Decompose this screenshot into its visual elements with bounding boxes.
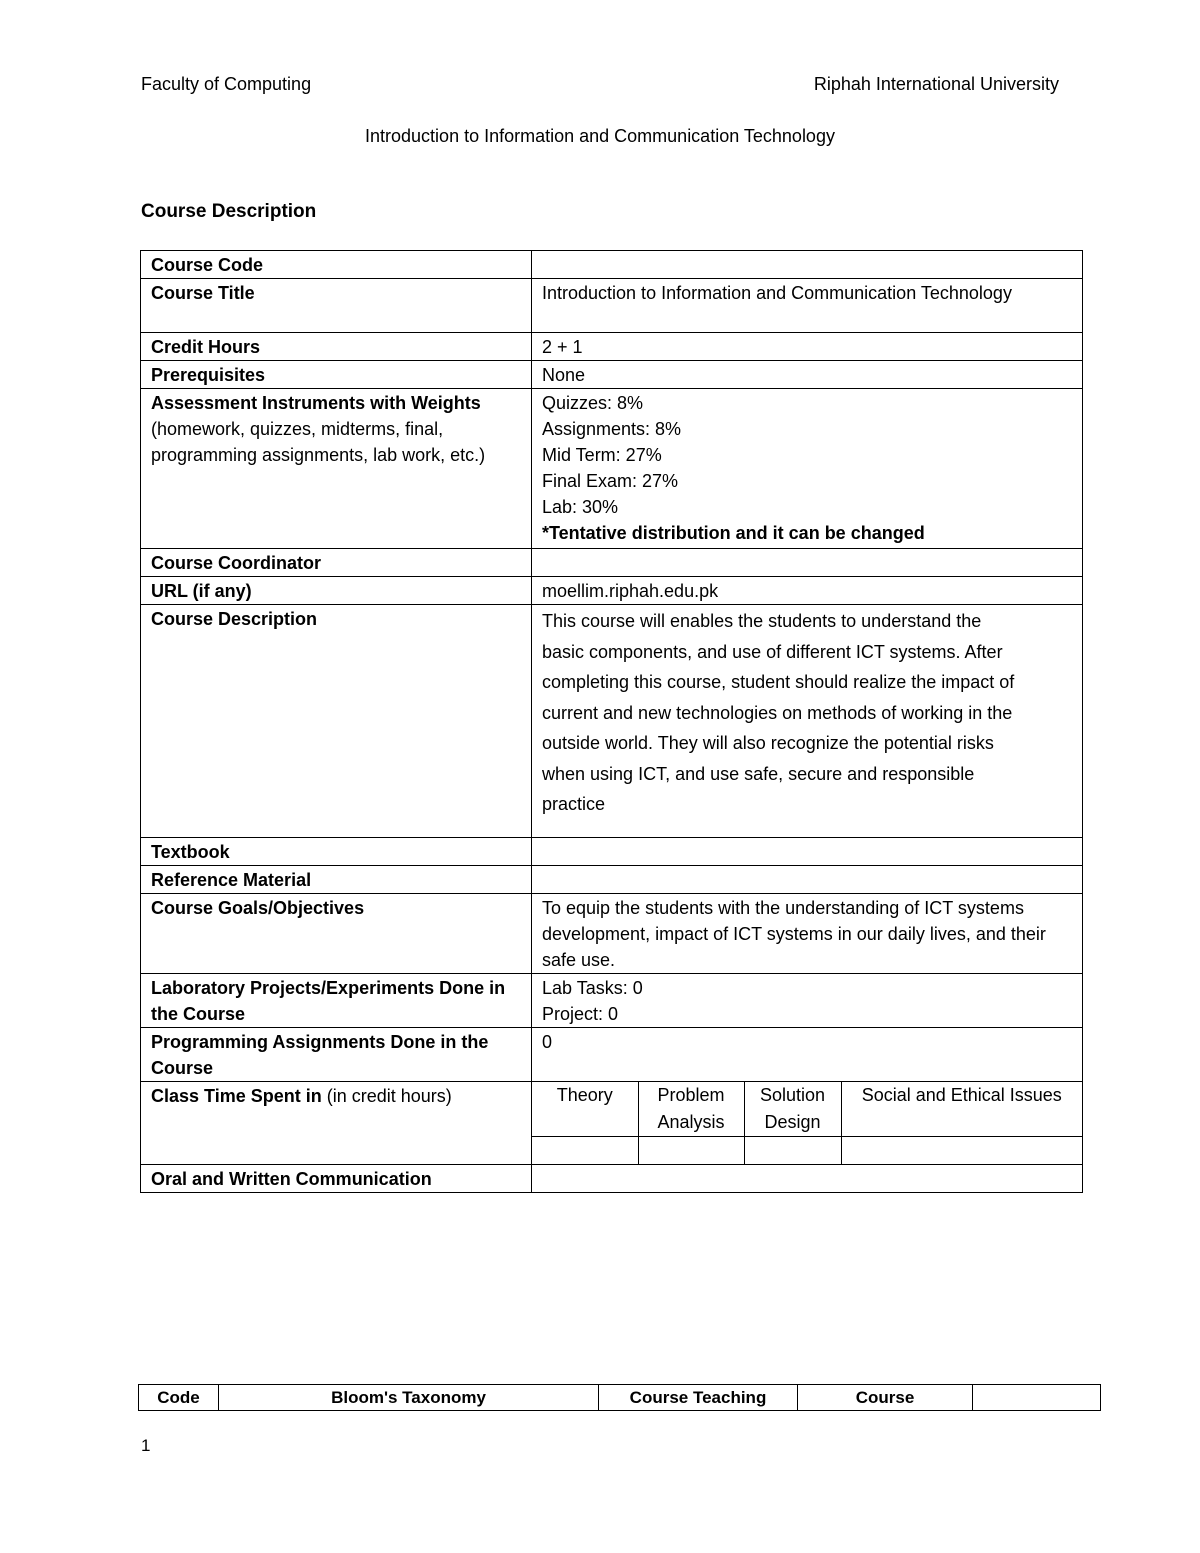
bloom-course-teaching-header: Course Teaching (599, 1385, 798, 1411)
social-ethical-value (841, 1137, 1082, 1164)
prerequisites-label: Prerequisites (141, 361, 532, 389)
social-ethical-header: Social and Ethical Issues (841, 1082, 1082, 1137)
class-time-breakdown (532, 1082, 1082, 1164)
coordinator-label: Course Coordinator (141, 549, 532, 577)
description-line: This course will enables the students to understand the (542, 611, 982, 631)
prerequisites-value: None (532, 361, 1083, 389)
class-time-label: Class Time Spent in (151, 1086, 322, 1106)
class-time-label-suffix: (in credit hours) (326, 1086, 452, 1106)
oral-written-label: Oral and Written Communication (141, 1164, 532, 1192)
description-line: completing this course, student should realize the impact of (542, 672, 1015, 692)
assessment-label-cell (141, 389, 532, 549)
row-course-title (141, 279, 1083, 333)
document-title: Introduction to Information and Communication Technology (365, 126, 835, 146)
row-course-code (141, 251, 1083, 279)
row-programming (141, 1028, 1083, 1082)
assessment-label: Assessment Instruments with Weights (151, 393, 481, 413)
lab-tasks-value: Lab Tasks: 0 (542, 978, 643, 998)
description-label: Course Description (141, 605, 532, 838)
course-description-table (140, 250, 1083, 1193)
assessment-lab: Lab: 30% (542, 497, 619, 517)
row-reference (141, 866, 1083, 894)
description-line: current and new technologies on methods of working in the (542, 702, 1013, 723)
credit-hours-value: 2 + 1 (532, 333, 1083, 361)
class-time-header-row (532, 1082, 1082, 1137)
bloom-taxonomy-header: Bloom's Taxonomy (219, 1385, 599, 1411)
problem-analysis-value (638, 1137, 744, 1164)
theory-header: Theory (532, 1082, 638, 1137)
row-oral-written (141, 1164, 1083, 1192)
section-title: Course Description (141, 201, 317, 222)
theory-value (532, 1137, 638, 1164)
row-url (141, 577, 1083, 605)
bloom-header-row (139, 1385, 1101, 1411)
class-time-breakdown-cell (532, 1082, 1083, 1165)
url-label: URL (if any) (141, 577, 532, 605)
row-assessment (141, 389, 1083, 549)
assessment-assignments: Assignments: 8% (542, 419, 682, 439)
url-value[interactable]: moellim.riphah.edu.pk (532, 577, 1083, 605)
description-line: outside world. They will also recognize the potential risks (542, 733, 994, 753)
description-line: practice (542, 794, 606, 814)
row-textbook (141, 838, 1083, 866)
assessment-sublabel: (homework, quizzes, midterms, final, programming assignments, lab work, etc.) (151, 419, 486, 465)
lab-projects-values (532, 974, 1083, 1028)
row-coordinator (141, 549, 1083, 577)
oral-written-value (532, 1164, 1083, 1192)
class-time-values-row (532, 1137, 1082, 1164)
lab-projects-label: Laboratory Projects/Experiments Done in the Course (141, 974, 532, 1028)
project-value: Project: 0 (542, 1004, 619, 1024)
coordinator-value (532, 549, 1083, 577)
course-code-label: Course Code (141, 251, 532, 279)
row-prerequisites (141, 361, 1083, 389)
row-description (141, 605, 1083, 838)
programming-value: 0 (532, 1028, 1083, 1082)
course-code-value (532, 251, 1083, 279)
textbook-label: Textbook (141, 838, 532, 866)
goals-value: To equip the students with the understanding of ICT systems development, impact of ICT systems in our daily lives, and their safe use. (532, 894, 1083, 974)
assessment-quizzes: Quizzes: 8% (542, 393, 644, 413)
solution-design-value (744, 1137, 841, 1164)
row-class-time (141, 1082, 1083, 1165)
description-line: basic components, and use of different ICT systems. After (542, 641, 1003, 662)
row-lab-projects (141, 974, 1083, 1028)
description-value (532, 605, 1083, 838)
row-credit-hours (141, 333, 1083, 361)
description-line: when using ICT, and use safe, secure and responsible (542, 763, 975, 784)
bloom-empty-header (973, 1385, 1101, 1411)
assessment-values (532, 389, 1083, 549)
bloom-taxonomy-table (138, 1384, 1101, 1411)
bloom-code-header: Code (139, 1385, 219, 1411)
course-title-label: Course Title (141, 279, 532, 333)
programming-label: Programming Assignments Done in the Course (141, 1028, 532, 1082)
assessment-midterm: Mid Term: 27% (542, 445, 662, 465)
assessment-note: *Tentative distribution and it can be changed (542, 523, 925, 543)
assessment-final: Final Exam: 27% (542, 471, 679, 491)
course-title-value: Introduction to Information and Communication Technology (532, 279, 1083, 333)
class-time-label-cell (141, 1082, 532, 1165)
bloom-course-header: Course (798, 1385, 973, 1411)
problem-analysis-header: Problem Analysis (638, 1082, 744, 1137)
credit-hours-label: Credit Hours (141, 333, 532, 361)
page-number: 1 (141, 1436, 151, 1455)
header-university: Riphah International University (813, 74, 1059, 94)
reference-value (532, 866, 1083, 894)
solution-design-header: Solution Design (744, 1082, 841, 1137)
textbook-value (532, 838, 1083, 866)
goals-label: Course Goals/Objectives (141, 894, 532, 974)
row-goals (141, 894, 1083, 974)
header-faculty: Faculty of Computing (141, 74, 312, 94)
reference-label: Reference Material (141, 866, 532, 894)
